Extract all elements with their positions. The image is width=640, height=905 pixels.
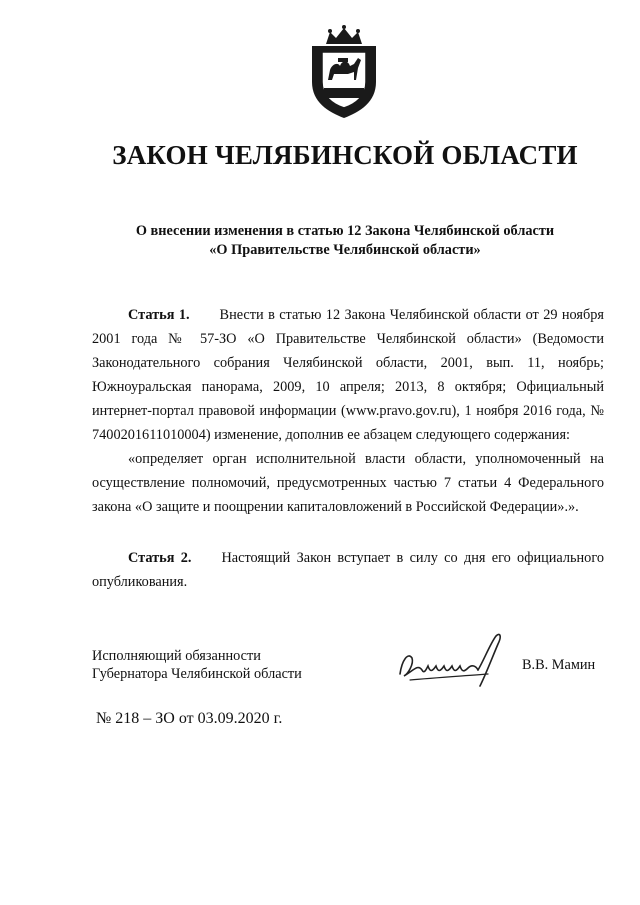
- subject-line-1: О внесении изменения в статью 12 Закона Челябинской области: [135, 223, 555, 239]
- article-2-paragraph: [92, 546, 604, 594]
- handwritten-signature: [392, 630, 512, 690]
- law-subject: [0, 222, 640, 260]
- law-number: № 218 – ЗО от 03.09.2020 г.: [96, 710, 283, 727]
- article-2-text: Настоящий Закон вступает в силу со дня его официального опубликования.: [92, 550, 604, 590]
- coat-of-arms-icon: [304, 24, 384, 120]
- subject-line-2: «О Правительстве Челябинской области»: [209, 242, 481, 258]
- article-1-label: Статья 1.: [128, 307, 190, 323]
- signer-position-line-1: Исполняющий обязанности: [92, 648, 261, 664]
- article-1: [92, 303, 604, 519]
- article-1-paragraph: [92, 303, 604, 447]
- article-1-text: Внести в статью 12 Закона Челябинской области от 29 ноября 2001 года № 57-ЗО «О Правительстве Челябинской области» (Ведомости Законодательного собрания Челябинской области, 2001, вып. 11, ноябрь; Южноуральская панорама, 2009, 10 апреля; 2013, 8 октября; Официальный интернет-портал правовой информации (www.pravo.gov.ru), 1 ноября 2016 года, № 7400201611010004) изменение, дополнив ее абзацем следующего содержания:: [92, 307, 604, 443]
- article-2: [92, 546, 604, 594]
- signer-position-line-2: Губернатора Челябинской области: [92, 666, 302, 682]
- article-1-quote: «определяет орган исполнительной власти области, уполномоченный на осуществление полномочий, предусмотренных частью 7 статьи 4 Федерального закона «О защите и поощрении капиталовложений в Российской Федерации».».: [92, 451, 604, 515]
- signer-position: [92, 647, 302, 683]
- law-title: ЗАКОН ЧЕЛЯБИНСКОЙ ОБЛАСТИ: [112, 140, 578, 170]
- signer-name: В.В. Мамин: [522, 657, 596, 673]
- article-2-label: Статья 2.: [128, 550, 192, 566]
